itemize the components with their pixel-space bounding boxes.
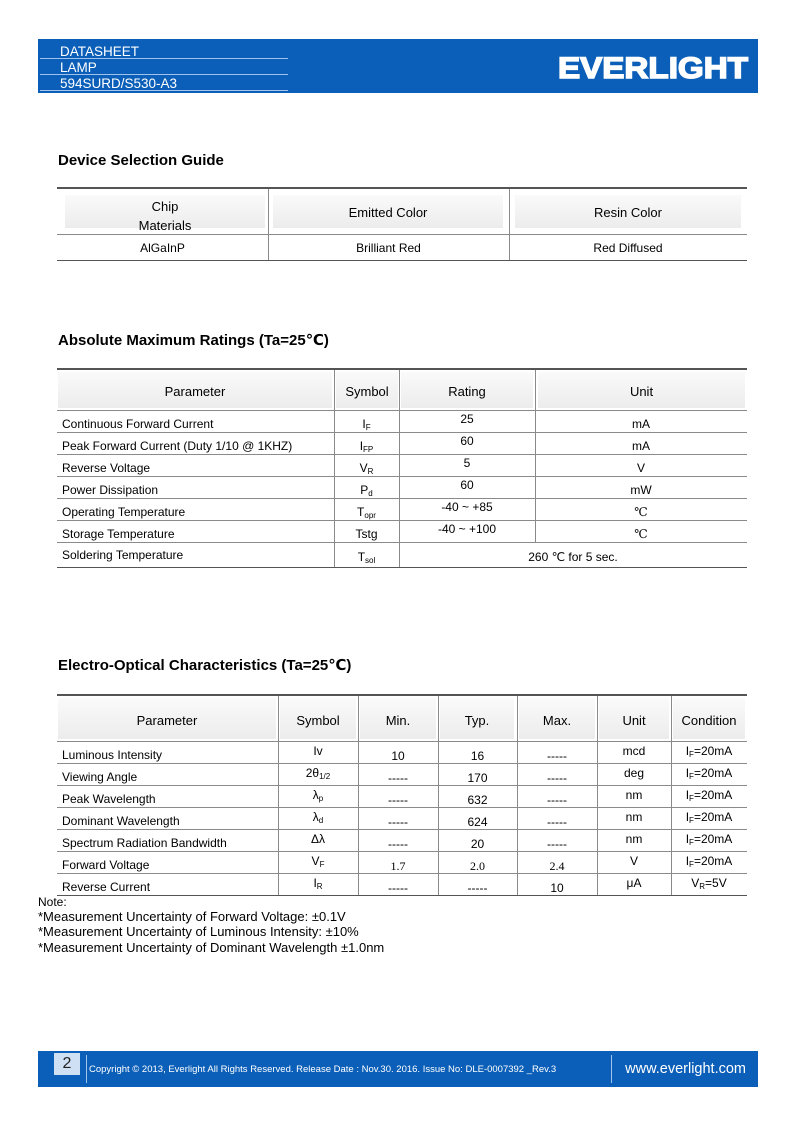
condition-value: $I_F=20mA$: [685, 744, 733, 759]
header-symbol: Symbol: [336, 372, 398, 408]
max-value: -----: [547, 793, 567, 807]
condition-value: $I_F=20mA$: [685, 854, 733, 869]
table-row: [57, 742, 747, 764]
param-name: Spectrum Radiation Bandwidth: [62, 836, 227, 850]
copyright-text: Copyright © 2013, Everlight All Rights Reserved. Release Date : Nov.30. 2016. Issue No: DLE-0007392 _Rev.3: [89, 1064, 557, 1075]
device-selection-title: Device Selection Guide: [58, 152, 224, 169]
abs-max-ratings-title: Absolute Maximum Ratings (Ta=25℃): [58, 332, 329, 349]
footer-bar: [38, 1051, 758, 1087]
min-value: -----: [388, 815, 408, 829]
table-row: [57, 411, 747, 433]
header-line-datasheet: DATASHEET: [40, 44, 288, 59]
typ-value: 16: [470, 749, 485, 763]
unit-value: nm: [625, 832, 643, 846]
header-max: Max.: [519, 698, 595, 739]
param-name: Storage Temperature: [62, 527, 175, 541]
min-value: -----: [388, 771, 408, 785]
unit-value: V: [629, 854, 638, 868]
eo-characteristics-table: [57, 694, 747, 896]
typ-value: 624: [467, 815, 488, 829]
table-header-row: [57, 370, 747, 411]
header-typ: Typ.: [440, 698, 514, 739]
max-value: -----: [547, 749, 567, 763]
header-rating: Rating: [401, 372, 533, 408]
header-symbol: Symbol: [280, 698, 356, 739]
min-value: 10: [391, 749, 405, 763]
typ-value: 632: [467, 793, 488, 807]
condition-value: $I_F=20mA$: [685, 832, 733, 847]
emitted-color-value: Brilliant Red: [356, 241, 421, 255]
max-value: 2.4: [549, 859, 565, 873]
abs-max-ratings-table: [57, 368, 747, 568]
soldering-param: Soldering Temperature: [62, 548, 184, 562]
typ-value: 20: [470, 837, 485, 851]
param-name: Viewing Angle: [62, 770, 138, 784]
soldering-symbol: $T_{sol}$: [357, 550, 376, 565]
param-symbol: $P_d$: [360, 483, 373, 498]
header-chip-materials: Chip Materials: [65, 195, 265, 228]
param-name: Dominant Wavelength: [62, 814, 180, 828]
header-emitted-color: Emitted Color: [273, 195, 503, 228]
header-unit: Unit: [599, 698, 669, 739]
note-line: *Measurement Uncertainty of Dominant Wavelength ±1.0nm: [38, 940, 385, 955]
unit-value: nm: [625, 810, 643, 824]
table-row: [57, 830, 747, 852]
condition-value: $I_F=20mA$: [685, 788, 733, 803]
header-line-part-number: 594SURD/S530-A3: [40, 76, 288, 91]
table-row: [57, 499, 747, 521]
condition-value: $I_F=20mA$: [685, 810, 733, 825]
rating-value: 60: [460, 478, 474, 492]
header-line-lamp: LAMP: [40, 60, 288, 75]
table-row: [57, 786, 747, 808]
rating-value: 5: [463, 456, 471, 470]
table-row: [57, 521, 747, 543]
param-symbol: Iv: [313, 744, 323, 758]
param-symbol: $I_{FP}$: [359, 439, 374, 454]
param-name: Reverse Current: [62, 880, 151, 894]
eo-characteristics-title: Electro-Optical Characteristics (Ta=25℃): [58, 657, 352, 674]
note-line: *Measurement Uncertainty of Luminous Intensity: ±10%: [38, 924, 359, 939]
param-name: Peak Forward Current (Duty 1/10 @ 1KHZ): [62, 439, 293, 453]
table-row: [57, 874, 747, 896]
table-row: [57, 235, 747, 261]
header-parameter: Parameter: [58, 698, 276, 739]
note-line: *Measurement Uncertainty of Forward Voltage: ±0.1V: [38, 909, 346, 924]
table-header-row: [57, 189, 747, 235]
rating-value: 25: [460, 412, 474, 426]
param-symbol: $\lambda_p$: [312, 788, 324, 803]
header-resin-color: Resin Color: [515, 195, 741, 228]
header-min: Min.: [360, 698, 436, 739]
condition-value: $V_R=5V$: [691, 876, 727, 891]
unit-value: mW: [630, 483, 652, 497]
min-value: -----: [388, 837, 408, 851]
unit-value: μA: [626, 876, 642, 890]
table-row: [57, 455, 747, 477]
table-header-row: [57, 696, 747, 742]
condition-value: $I_F=20mA$: [685, 766, 733, 781]
header-unit: Unit: [538, 372, 745, 408]
unit-value: mA: [632, 439, 650, 453]
min-value: -----: [388, 881, 408, 895]
typ-value: 170: [467, 771, 488, 785]
unit-value: ℃: [634, 505, 648, 519]
chip-material-value: AlGaInP: [140, 241, 185, 255]
rating-value: -40 ~ +85: [441, 500, 493, 514]
param-symbol: $V_F$: [311, 854, 325, 869]
rating-value: 60: [460, 434, 474, 448]
param-name: Power Dissipation: [62, 483, 159, 497]
param-name: Continuous Forward Current: [62, 417, 214, 431]
unit-value: mA: [632, 417, 650, 431]
device-selection-table: [57, 187, 747, 261]
table-row: [57, 808, 747, 830]
typ-value: 2.0: [470, 859, 485, 873]
param-name: Reverse Voltage: [62, 461, 151, 475]
unit-value: nm: [625, 788, 643, 802]
param-symbol: $I_R$: [313, 876, 323, 891]
rating-value: -40 ~ +100: [437, 522, 497, 536]
param-name: Luminous Intensity: [62, 748, 163, 762]
param-name: Forward Voltage: [62, 858, 150, 872]
table-row: [57, 852, 747, 874]
table-row-soldering: [57, 543, 747, 568]
param-symbol: Δλ: [310, 832, 325, 846]
param-name: Operating Temperature: [62, 505, 186, 519]
param-name: Peak Wavelength: [62, 792, 156, 806]
header-parameter: Parameter: [58, 372, 332, 408]
unit-value: mcd: [622, 744, 646, 758]
svg-text:EVERLIGHT: EVERLIGHT: [558, 52, 748, 84]
note-label: Note:: [38, 895, 67, 909]
param-symbol: $T_{opr}$: [357, 505, 376, 520]
max-value: -----: [547, 815, 567, 829]
param-symbol: $2\theta_{1/2}$: [305, 766, 331, 781]
min-value: 1.7: [390, 859, 406, 873]
soldering-value: 260 ℃ for 5 sec.: [528, 550, 618, 564]
unit-value: ℃: [634, 527, 648, 541]
table-row: [57, 477, 747, 499]
min-value: -----: [388, 793, 408, 807]
website-link[interactable]: www.everlight.com: [625, 1061, 746, 1077]
table-row: [57, 433, 747, 455]
header-bar: [38, 39, 758, 93]
param-symbol: $V_R$: [359, 461, 374, 476]
unit-value: V: [636, 461, 645, 475]
max-value: -----: [547, 771, 567, 785]
typ-value: -----: [467, 881, 488, 895]
max-value: 10: [550, 881, 564, 895]
max-value: -----: [547, 837, 567, 851]
header-condition: Condition: [673, 698, 745, 739]
header-doc-info: [40, 39, 288, 93]
unit-value: deg: [623, 766, 645, 780]
param-symbol: $I_F$: [362, 417, 371, 432]
table-row: [57, 764, 747, 786]
resin-color-value: Red Diffused: [593, 241, 663, 255]
page-number: 2: [54, 1053, 80, 1075]
param-symbol: $\lambda_d$: [312, 810, 324, 825]
param-symbol: Tstg: [355, 527, 378, 541]
everlight-logo: [550, 48, 750, 84]
